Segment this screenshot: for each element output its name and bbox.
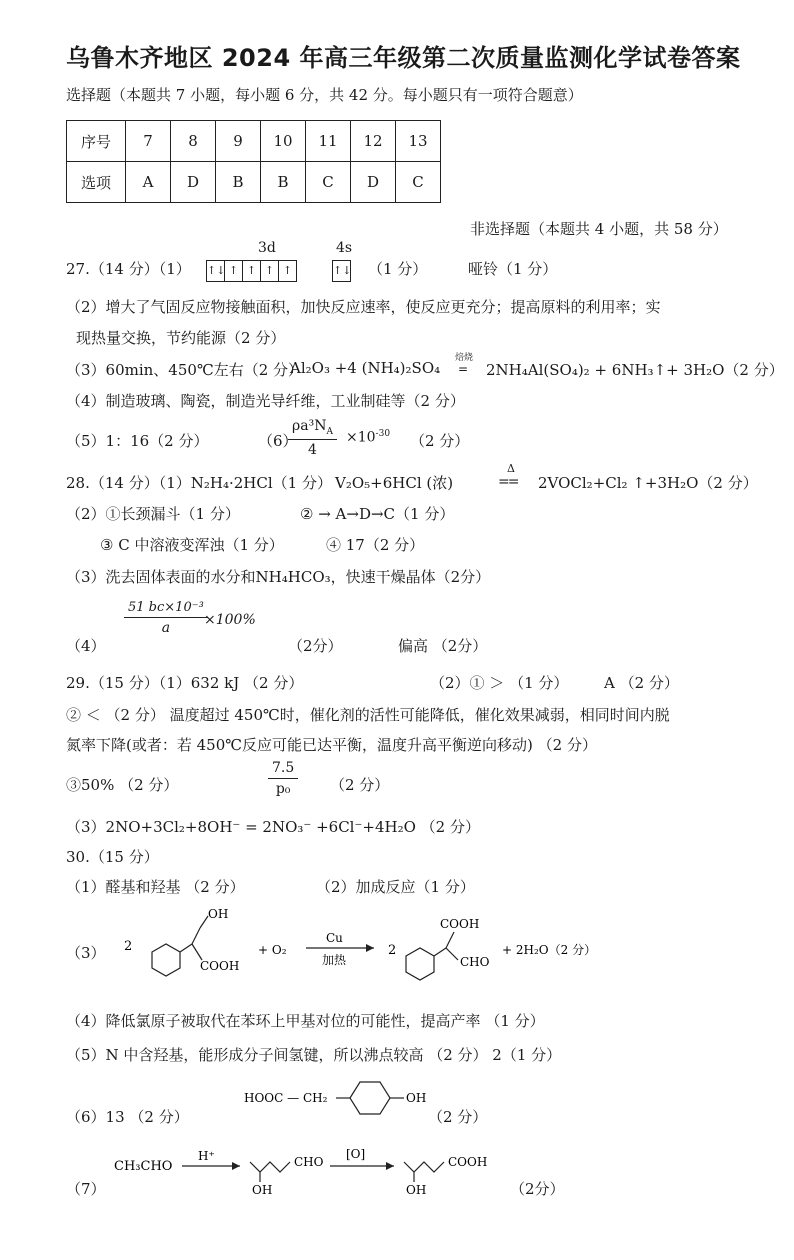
orbital-4s-label: 4s	[336, 240, 353, 256]
q29-p2: （2）① ＞ （1 分）	[430, 674, 569, 692]
q30-p6-score: （2 分）	[428, 1108, 488, 1126]
catalyst-label: Cu	[326, 931, 343, 945]
hydroxyl-label: OH	[252, 1183, 273, 1197]
q28-p1-condition: Δ	[507, 462, 515, 475]
q29-p1: 29.（15 分）（1）632 kJ （2 分）	[66, 674, 304, 692]
table-cell: 13	[396, 121, 441, 162]
q30-p5: （5）N 中含羟基，能形成分子间氢键，所以沸点较高 （2 分） 2（1 分）	[66, 1046, 562, 1064]
q29-p2d-score: （2 分）	[330, 776, 390, 794]
orbital-box: ↑	[243, 261, 261, 281]
fraction-numerator: 7.5	[268, 760, 298, 779]
table-cell: C	[306, 162, 351, 203]
table-cell: 8	[171, 121, 216, 162]
q27-p6-fraction	[288, 418, 337, 458]
table-cell: A	[126, 162, 171, 203]
orbital-box: ↑	[282, 264, 293, 277]
times-ten: ×10	[346, 429, 376, 446]
q27-p6-score: （2 分）	[410, 432, 470, 450]
table-cell: 9	[216, 121, 261, 162]
table-cell: D	[171, 162, 216, 203]
q29-p2b: A （2 分）	[604, 674, 679, 692]
q30-p7-label: （7）	[66, 1180, 106, 1198]
q27-label: 27.（14 分）（1）	[66, 260, 191, 278]
q29-p2d-fraction	[268, 760, 298, 797]
non-mc-header: 非选择题（本题共 4 小题，共 58 分）	[470, 220, 728, 238]
starting-material: CH₃CHO	[114, 1159, 173, 1174]
q28-p3: （3）洗去固体表面的水分和NH₄HCO₃，快速干燥晶体（2分）	[66, 568, 491, 586]
row-label: 序号	[67, 121, 126, 162]
orbital-4s-box	[332, 260, 351, 282]
condition-label: 加热	[322, 953, 347, 967]
table-cell: C	[396, 162, 441, 203]
fraction-denominator: a	[161, 620, 171, 636]
table-cell: B	[261, 162, 306, 203]
q29-p3: （3）2NO+3Cl₂+8OH⁻ = 2NO₃⁻ +6Cl⁻+4H₂O （2 分）	[66, 818, 480, 836]
answer-table	[66, 120, 441, 203]
table-cell: 10	[261, 121, 306, 162]
q27-p3-equation-left: Al₂O₃ +4 (NH₄)₂SO₄	[290, 359, 441, 377]
orbital-3d-boxes	[206, 260, 297, 282]
q28-p4-fraction	[124, 600, 208, 636]
orbital-3d-label: 3d	[258, 240, 276, 256]
q28-p2a: （2）①长颈漏斗（1 分）	[66, 505, 240, 523]
q28-p1-equation-left: V₂O₅+6HCl (浓)	[335, 474, 454, 492]
q29-p2c-line2: 氮率下降(或者：若 450℃反应可能已达平衡，温度升高平衡逆向移动) （2 分）	[66, 736, 597, 754]
coefficient: 2	[124, 939, 133, 954]
fraction-denominator: p₀	[275, 781, 291, 797]
fraction-numerator: 51 bc×10⁻³	[124, 600, 208, 618]
q28-p1: 28.（14 分）（1）N₂H₄·2HCl（1 分）	[66, 474, 332, 492]
q28-p2b: ② → A→D→C（1 分）	[300, 505, 455, 523]
table-cell: 11	[306, 121, 351, 162]
mc-header: 选择题（本题共 7 小题，每小题 6 分，共 42 分。每小题只有一项符合题意）	[66, 86, 583, 104]
reagent-label: [O]	[346, 1147, 366, 1161]
q28-p1-equation-right: 2VOCl₂+Cl₂ ↑+3H₂O（2 分）	[538, 474, 758, 492]
carboxyl-label: COOH	[200, 959, 240, 973]
benzene-ring-icon	[406, 948, 434, 980]
orbital-box: ↑↓	[333, 264, 352, 277]
table-cell: D	[351, 162, 396, 203]
hydroxyl-label: OH	[208, 907, 229, 921]
hydroxyl-label: OH	[406, 1091, 427, 1105]
aldehyde-label: CHO	[294, 1155, 324, 1169]
q30-p3-label: （3）	[66, 944, 106, 962]
oxygen-reactant: + O₂	[258, 943, 287, 957]
q28-p2c: ③ C 中溶液变浑浊（1 分）	[100, 536, 284, 554]
orbital-box: ↑	[225, 261, 243, 281]
q27-p5: （5）1：16（2 分）	[66, 432, 209, 450]
q27-p3-condition: 焙烧	[455, 353, 474, 363]
q30-p7-score: （2分）	[510, 1180, 565, 1198]
q30-p2: （2）加成反应（1 分）	[316, 878, 475, 896]
q27-p2-line2: 现热量交换，节约能源（2 分）	[76, 329, 286, 347]
q27-p4: （4）制造玻璃、陶瓷，制造光导纤维，工业制硅等（2 分）	[66, 392, 465, 410]
q27-p1-score: （1 分）	[368, 260, 428, 278]
orbital-box: ↑	[261, 261, 279, 281]
orbital-box: ↑↓	[207, 261, 225, 281]
exponent: -30	[375, 429, 391, 439]
coefficient: 2	[388, 943, 397, 958]
formula-label: HOOC — CH₂	[244, 1091, 328, 1105]
equals-sign: ==	[498, 474, 518, 490]
table-cell: 12	[351, 121, 396, 162]
table-cell: B	[216, 162, 261, 203]
q27-p3-equation-right: 2NH₄Al(SO₄)₂ + 6NH₃↑+ 3H₂O（2 分）	[486, 361, 784, 379]
subscript: A	[326, 426, 333, 437]
equals-sign: =	[458, 362, 469, 376]
q28-p4-result: 偏高 （2分）	[398, 637, 488, 655]
q27-p3-text: （3）60min、450℃左右（2 分）	[66, 361, 304, 379]
row-label: 选项	[67, 162, 126, 203]
benzene-ring-icon	[350, 1082, 390, 1114]
page-title: 乌鲁木齐地区 2024 年高三年级第二次质量监测化学试卷答案	[66, 44, 741, 72]
benzene-ring-icon	[152, 944, 180, 976]
carboxyl-label: COOH	[448, 1155, 488, 1169]
fraction-numerator: ρa³N	[292, 418, 327, 434]
water-product: + 2H₂O（2 分）	[502, 943, 597, 957]
q29-p2d: ③50% （2 分）	[66, 776, 179, 794]
table-row-answers	[67, 162, 441, 203]
q27-p6-label: （6）	[258, 432, 298, 450]
reagent-label: H⁺	[198, 1149, 215, 1163]
carboxyl-label: COOH	[440, 917, 480, 931]
hydroxyl-label: OH	[406, 1183, 427, 1197]
q30-p6: （6）13 （2 分）	[66, 1108, 189, 1126]
q27-p1-shape: 哑铃（1 分）	[468, 260, 558, 278]
q27-p2-line1: （2）增大了气固反应物接触面积，加快反应速率，使反应更充分；提高原料的利用率；实	[66, 298, 661, 316]
table-row-numbers	[67, 121, 441, 162]
q30-p1: （1）醛基和羟基 （2 分）	[66, 878, 245, 896]
q30-p3-reaction-diagram	[110, 900, 630, 996]
q30-p4: （4）降低氯原子被取代在苯环上甲基对位的可能性，提高产率 （1 分）	[66, 1012, 545, 1030]
q29-p2c-line1: ② ＜ （2 分） 温度超过 450℃时，催化剂的活性可能降低，催化效果减弱，相同时间内脱	[66, 706, 670, 724]
q28-p4-percent: ×100%	[204, 612, 256, 628]
q28-p2d: ④ 17（2 分）	[326, 536, 425, 554]
table-cell: 7	[126, 121, 171, 162]
q28-p4-score: （2分）	[288, 637, 343, 655]
aldehyde-label: CHO	[460, 955, 490, 969]
fraction-denominator: 4	[308, 441, 317, 458]
q30-p7-route	[110, 1140, 570, 1200]
q30-label: 30.（15 分）	[66, 848, 159, 866]
q28-p4-label: （4）	[66, 637, 106, 655]
